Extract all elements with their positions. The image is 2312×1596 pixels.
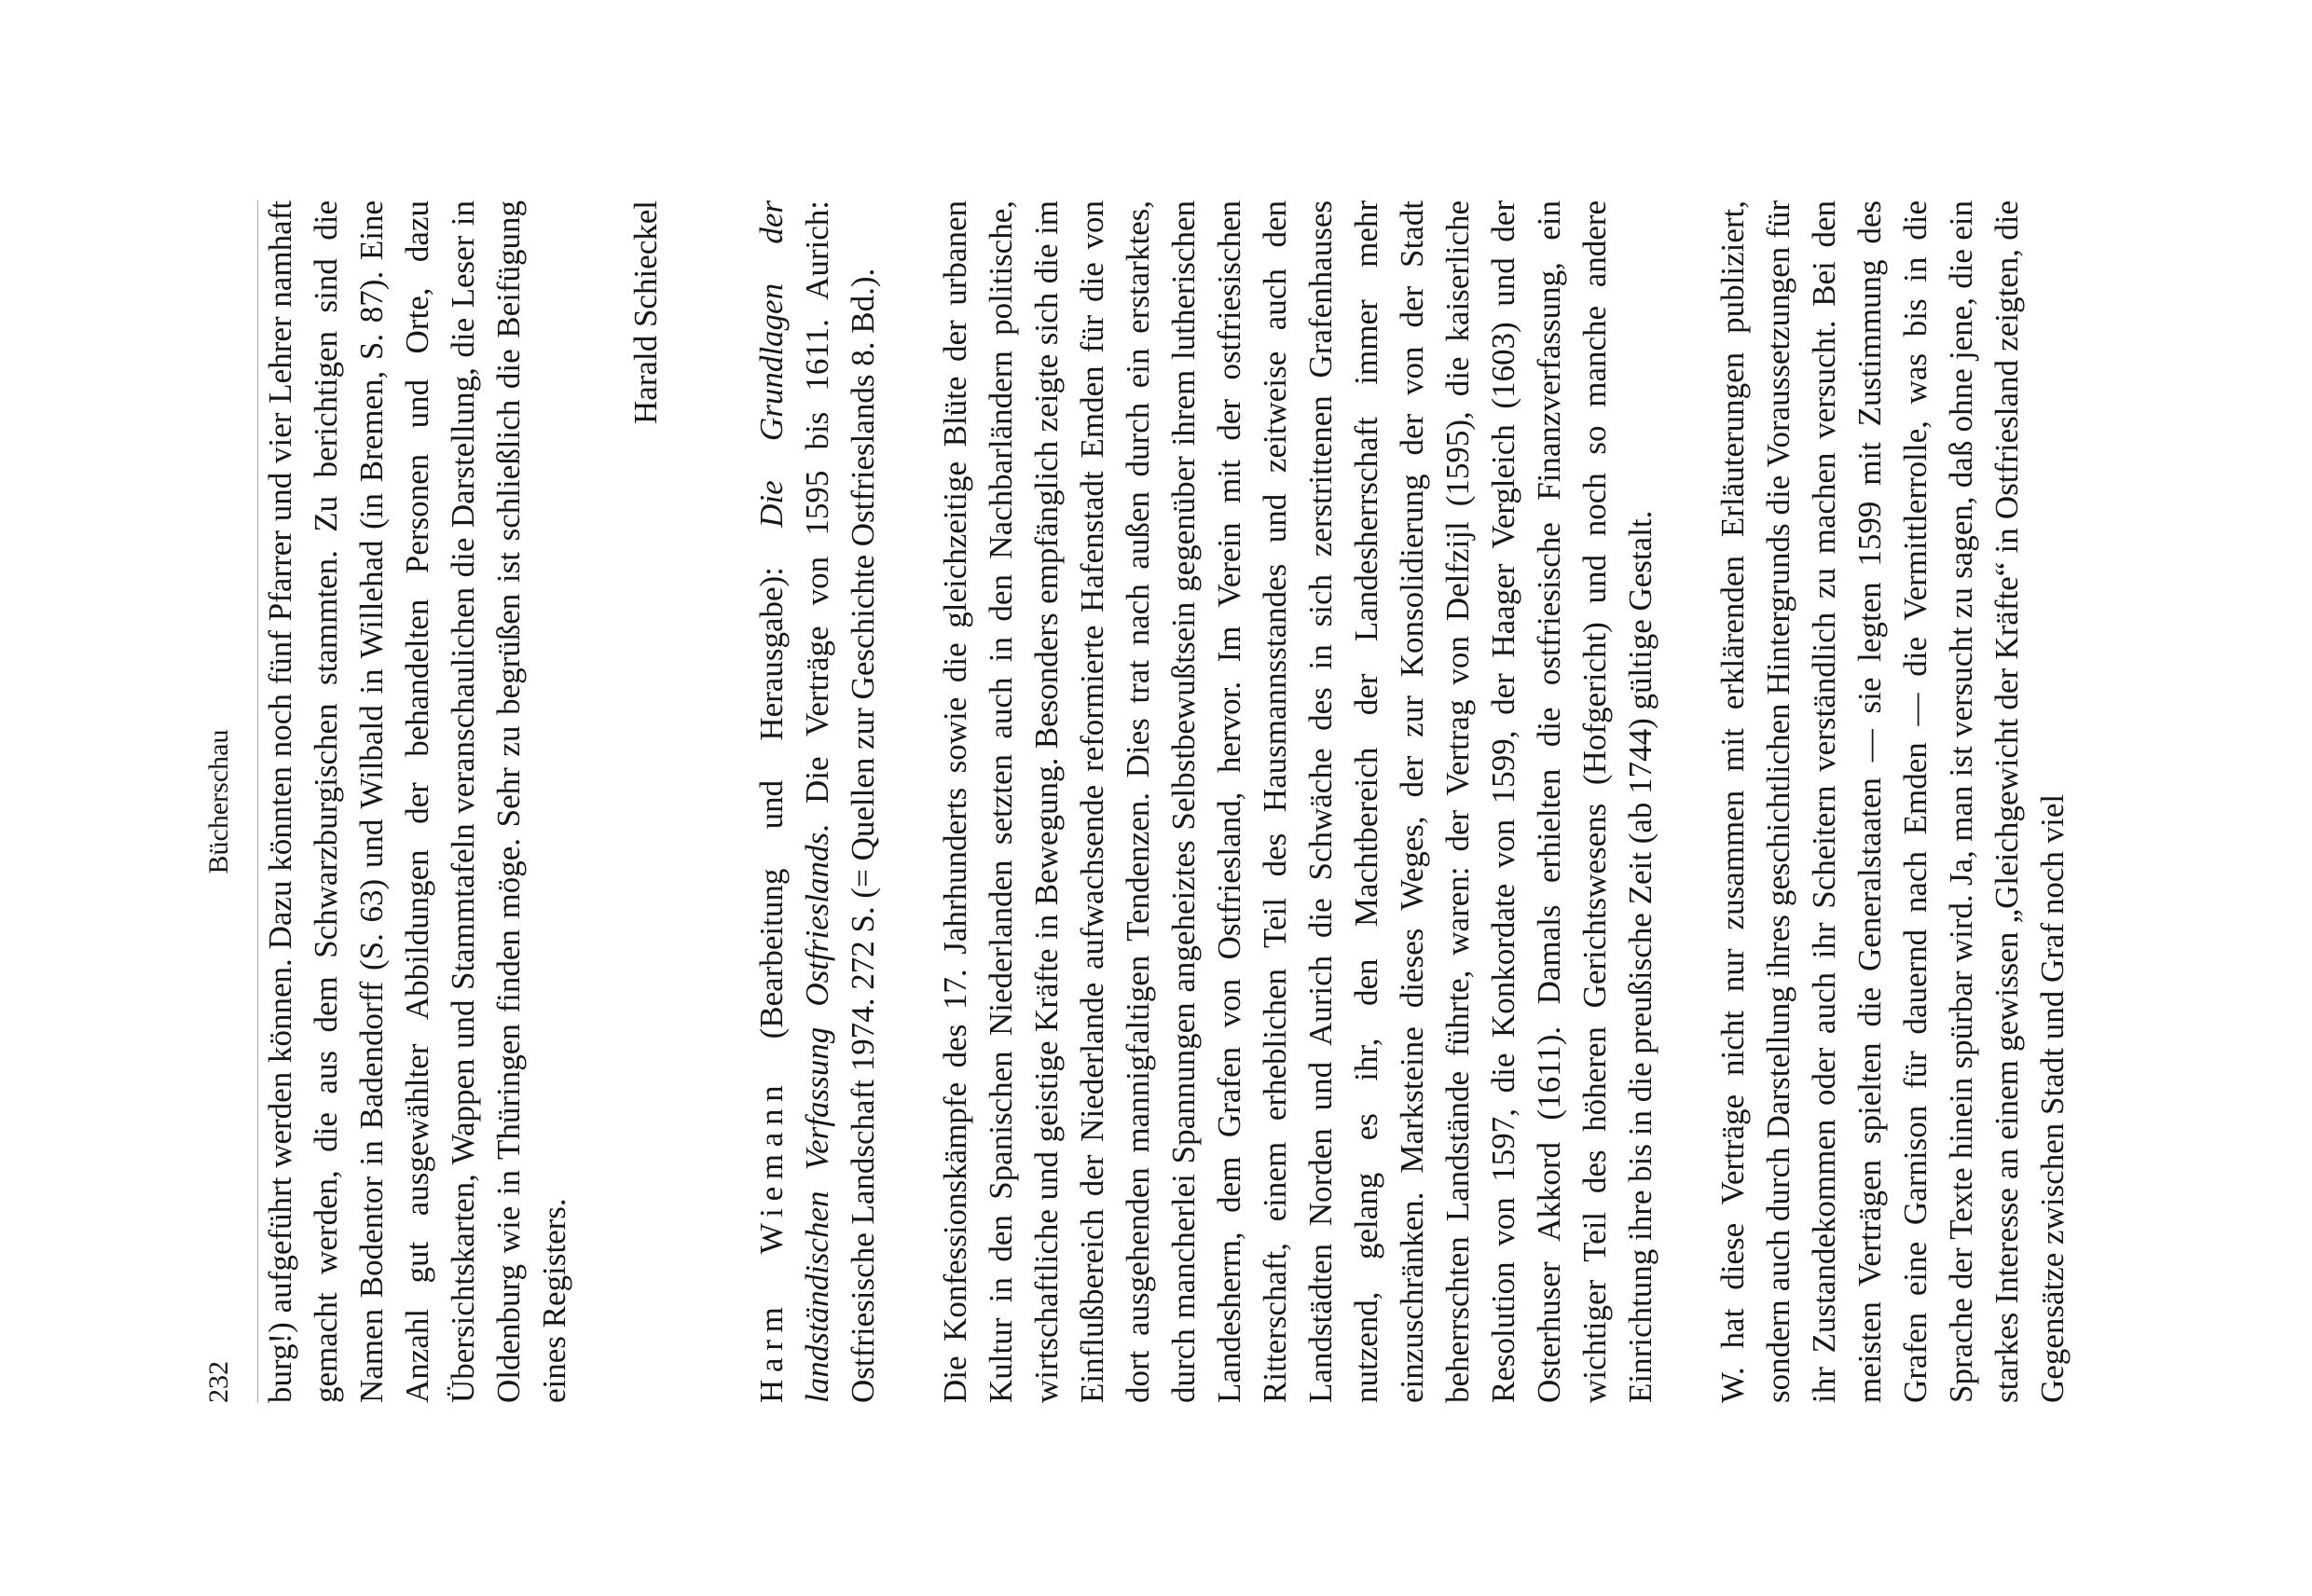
running-head xyxy=(196,200,242,1403)
book-title: Die Grundlagen der landständischen Verfassung Ostfrieslands xyxy=(753,200,835,1403)
book-citation xyxy=(749,200,886,1403)
review-paragraph-1: Die Konfessionskämpfe des 17. Jahrhunderts sowie die gleichzeitige Blüte der urbanen Kultur in den Spanischen Niederlanden setzten auch in den Nachbarländern politische, wirtschaftliche und geistige Kräfte in Bewegung. Besonders empfänglich zeigte sich die im Einflußbereich der Niederlande aufwachsende reformierte Hafenstadt Emden für die von dort ausgehenden mannigfaltigen Tendenzen. Dies trat nach außen durch ein erstarktes, durch mancherlei Spannungen angeheiztes Selbstbewußtsein gegenüber ihrem lutherischen Landesherrn, dem Grafen von Ostfriesland, hervor. Im Verein mit der ostfriesischen Ritterschaft, einem erheblichen Teil des Hausmannsstandes und zeitweise auch den Landstädten Norden und Aurich die Schwäche des in sich zerstrittenen Grafenhauses nutzend, gelang es ihr, den Machtbereich der Landesherrschaft immer mehr einzuschränken. Marksteine dieses Weges, der zur Konsolidierung der von der Stadt beherrschten Landstände führte, waren: der Vertrag von Delfzijl (1595), die kaiserliche Resolution von 1597, die Konkordate von 1599, der Haager Vergleich (1603) und der Osterhuser Akkord (1611). Damals erhielten die ostfriesische Finanzverfassung, ein wichtiger Teil des höheren Gerichtswesens (Hofgericht) und noch so manche andere Einrichtung ihre bis in die preußische Zeit (ab 1744) gültige Gestalt. xyxy=(937,200,1658,1403)
book-page xyxy=(196,200,2107,1403)
spacer xyxy=(577,200,623,1403)
review-paragraph-2: W. hat diese Verträge nicht nur zusammen mit erklärenden Erläuterungen publiziert, sondern auch durch Darstellung ihres geschichtlichen Hintergrunds die Voraussetzungen für ihr Zustandekommen oder auch ihr Scheitern verständlich zu machen versucht. Bei den meisten Verträgen spielten die Generalstaaten — sie legten 1599 mit Zustimmung des Grafen eine Garnison für dauernd nach Emden — die Vermittlerrolle, was bis in die Sprache der Texte hinein spürbar wird. Ja, man ist versucht zu sagen, daß ohne jene, die ein starkes Interesse an einem gewissen „Gleichgewicht der Kräfte“ in Ostfriesland zeigten, die Gegensätze zwischen Stadt und Graf noch viel xyxy=(1714,200,2071,1403)
spacer xyxy=(886,200,932,1403)
review-text-continued: burg!) aufgeführt werden können. Dazu könnten noch fünf Pfarrer und vier Lehrer namhaft gemacht werden, die aus dem Schwarzburgischen stammten. Zu berichtigen sind die Namen Bodentor in Badendorff (S. 63) und Wilbald in Willehad (in Bremen, S. 87). Eine Anzahl gut ausgewählter Abbildungen der behandelten Personen und Orte, dazu Übersichtskarten, Wappen und Stammtafeln veranschaulichen die Darstellung, die Leser in Oldenburg wie in Thüringen finden möge. Sehr zu begrüßen ist schließlich die Beifügung eines Registers. xyxy=(262,200,572,1403)
page-number: 232 xyxy=(203,1361,234,1403)
citation-part-a: (Bearbeitung und Herausgabe): xyxy=(753,527,790,1079)
running-head-title: Bücherschau xyxy=(203,729,234,874)
page-body xyxy=(257,200,2075,1403)
book-author: Harm Wiemann xyxy=(753,1078,790,1403)
spacer xyxy=(1663,200,1710,1403)
reviewer-signature: Harald Schieckel xyxy=(627,200,664,425)
citation-part-b: . Die Verträge von 1595 bis 1611. Aurich: Ostfriesische Landschaft 1974. 272 S. (= Quellen zur Geschichte Ostfrieslands 8. Bd.). xyxy=(799,200,881,1403)
spacer xyxy=(668,200,749,1403)
